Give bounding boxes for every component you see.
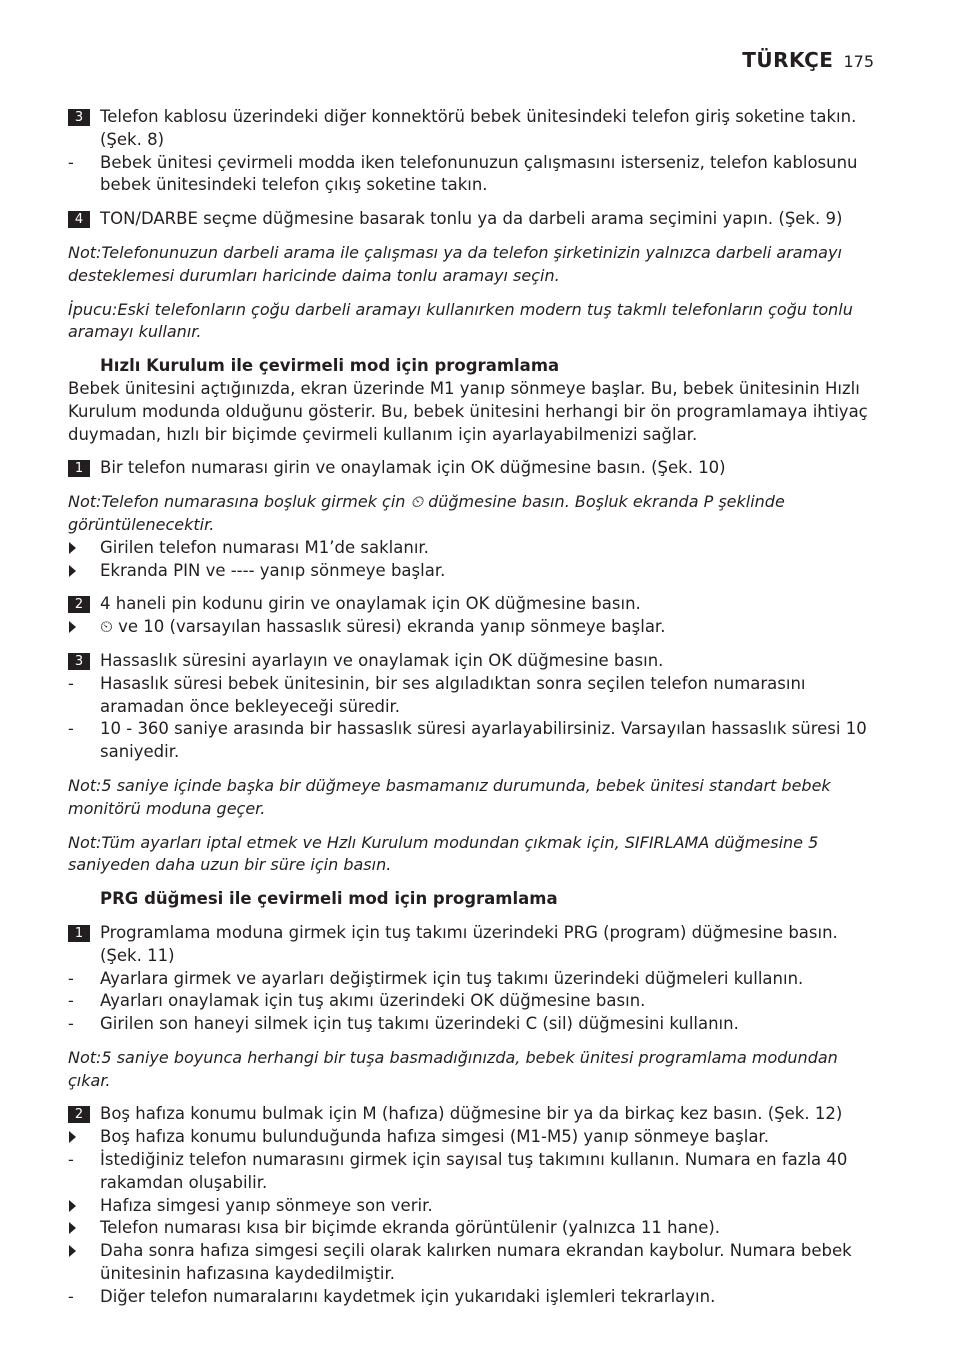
note (68, 832, 880, 878)
page-content (68, 106, 880, 1309)
step-number: 3 (68, 653, 90, 670)
dash-text: İstediğiniz telefon numarasını girmek için sayısal tuş takımını kullanın. Numara en fazla 40 rakamdan oluşabilir. (100, 1150, 848, 1192)
step-text: Boş hafıza konumu bulmak için M (hafıza) düğmesine bir ya da birkaç kez basın. (Şek. 12) (100, 1104, 843, 1124)
paragraph-text: Bebek ünitesini açtığınızda, ekran üzerinde M1 yanıp sönmeye başlar. Bu, bebek ünitesinin Hızlı Kurulum modunda olduğunu gösterir. Bu, bebek ünitesini herhangi bir ön programlamaya ihtiyaç duymadan, hızlı bir biçimde çevirmeli kullanım için ayarlayabilmenizi sağlar. (68, 378, 868, 444)
note-text: Not:5 saniye boyunca herhangi bir tuşa basmadığınızda, bebek ünitesi programlama modundan çıkar. (68, 1047, 838, 1090)
note (68, 491, 880, 537)
dash-marker: - (68, 991, 74, 1011)
note-text: İpucu:Eski telefonların çoğu darbeli aramayı kullanırken modern tuş takmlı telefonların çoğu tonlu aramayı kullanır. (68, 299, 853, 342)
triangle-bullet-icon (69, 542, 76, 554)
result-item (68, 1240, 880, 1286)
dash-marker: - (68, 1014, 74, 1034)
step-text: 4 haneli pin kodunu girin ve onaylamak için OK düğmesine basın. (100, 594, 641, 614)
triangle-bullet-icon (69, 1200, 76, 1212)
result-text: Telefon numarası kısa bir biçimde ekranda görüntülenir (yalnızca 11 hane). (100, 1218, 721, 1238)
dash-item (68, 718, 880, 764)
step-number: 4 (68, 211, 90, 228)
note (68, 775, 880, 821)
language-label: TÜRKÇE (742, 48, 834, 72)
step-number: 2 (68, 596, 90, 613)
note-text: Not:Tüm ayarları iptal etmek ve Hzlı Kurulum modundan çıkmak için, SIFIRLAMA düğmesine 5 saniyeden daha uzun bir süre için basın. (68, 832, 819, 875)
dash-marker: - (68, 968, 74, 988)
note (68, 299, 880, 345)
note-text: Not:Telefonunuzun darbeli arama ile çalışması ya da telefon şirketinizin yalnızca darbeli aramayı desteklemesi durumları haricinde daima tonlu aramayı seçin. (68, 242, 842, 285)
dash-marker: - (68, 1286, 74, 1306)
result-text: Daha sonra hafıza simgesi seçili olarak kalırken numara ekrandan kaybolur. Numara bebek ünitesinin hafızasına kaydedilmiştir. (100, 1241, 852, 1284)
dash-item (68, 1286, 880, 1309)
dash-text: 10 - 360 saniye arasında bir hassaslık süresi ayarlayabilirsiniz. Varsayılan hassaslık süresi 10 saniyedir. (100, 719, 867, 762)
result-item (68, 1217, 880, 1240)
result-item (68, 1126, 880, 1149)
result-item (68, 560, 880, 583)
paragraph (68, 378, 880, 446)
note (68, 1047, 880, 1093)
dash-item (68, 1149, 880, 1195)
result-item (68, 1195, 880, 1218)
step-number: 3 (68, 109, 90, 126)
step-number: 1 (68, 925, 90, 942)
dash-text: Hasaslık süresi bebek ünitesinin, bir ses algıladıktan sonra seçilen telefon numarasını aramadan önce bekleyeceği süredir. (100, 673, 806, 716)
triangle-bullet-icon (69, 1131, 76, 1143)
step-item (68, 208, 880, 231)
dash-marker: - (68, 673, 74, 693)
result-item (68, 537, 880, 560)
result-item (68, 616, 880, 639)
step-text: Hassaslık süresini ayarlayın ve onaylamak için OK düğmesine basın. (100, 650, 664, 670)
dash-marker: - (68, 152, 74, 172)
step-text: TON/DARBE seçme düğmesine basarak tonlu ya da darbeli arama seçimini yapın. (Şek. 9) (100, 209, 843, 229)
dash-text: Girilen son haneyi silmek için tuş takımı üzerindeki C (sil) düğmesini kullanın. (100, 1014, 739, 1034)
section-heading-text: PRG düğmesi ile çevirmeli mod için programlama (100, 889, 558, 909)
result-text: Ekranda PIN ve ---- yanıp sönmeye başlar. (100, 560, 446, 580)
step-text: Telefon kablosu üzerindeki diğer konnektörü bebek ünitesindeki telefon giriş soketine takın. (Şek. 8) (100, 107, 857, 149)
step-number: 2 (68, 1106, 90, 1123)
dash-text: Bebek ünitesi çevirmeli modda iken telefonunuzun çalışmasını isterseniz, telefon kablosunu bebek ünitesindeki telefon çıkış soketine takın. (100, 152, 858, 195)
step-number: 1 (68, 460, 90, 477)
result-text: ⏲ ve 10 (varsayılan hassaslık süresi) ekranda yanıp sönmeye başlar. (100, 617, 666, 637)
step-item (68, 650, 880, 673)
triangle-bullet-icon (69, 1245, 76, 1257)
section-heading-text: Hızlı Kurulum ile çevirmeli mod için programlama (100, 356, 560, 376)
result-text: Boş hafıza konumu bulunduğunda hafıza simgesi (M1-M5) yanıp sönmeye başlar. (100, 1127, 769, 1147)
triangle-bullet-icon (69, 565, 76, 577)
section-heading (68, 355, 880, 378)
triangle-bullet-icon (69, 1222, 76, 1234)
dash-text: Diğer telefon numaralarını kaydetmek için yukarıdaki işlemleri tekrarlayın. (100, 1286, 716, 1306)
section-heading (68, 888, 880, 911)
note-text: Not:Telefon numarasına boşluk girmek çin ⏲ düğmesine basın. Boşluk ekranda P şeklinde görüntülenecektir. (68, 492, 785, 534)
step-item (68, 1103, 880, 1126)
dash-item (68, 152, 880, 198)
page-number: 175 (843, 52, 874, 71)
page-header (742, 48, 874, 72)
step-item (68, 922, 880, 968)
dash-marker: - (68, 1150, 74, 1170)
note (68, 242, 880, 288)
dash-text: Ayarları onaylamak için tuş akımı üzerindeki OK düğmesine basın. (100, 991, 646, 1011)
result-text: Girilen telefon numarası M1’de saklanır. (100, 537, 429, 557)
dash-item (68, 968, 880, 991)
dash-item (68, 990, 880, 1013)
dash-text: Ayarlara girmek ve ayarları değiştirmek için tuş takımı üzerindeki düğmeleri kullanın. (100, 968, 804, 988)
triangle-bullet-icon (69, 621, 76, 633)
dash-marker: - (68, 719, 74, 739)
step-item (68, 106, 880, 152)
step-item (68, 593, 880, 616)
step-text: Programlama moduna girmek için tuş takımı üzerindeki PRG (program) düğmesine basın. (Şek. 11) (100, 922, 838, 965)
step-text: Bir telefon numarası girin ve onaylamak için OK düğmesine basın. (Şek. 10) (100, 458, 726, 478)
dash-item (68, 673, 880, 719)
step-item (68, 457, 880, 480)
note-text: Not:5 saniye içinde başka bir düğmeye basmamanız durumunda, bebek ünitesi standart bebek monitörü moduna geçer. (68, 775, 831, 818)
dash-item (68, 1013, 880, 1036)
result-text: Hafıza simgesi yanıp sönmeye son verir. (100, 1195, 433, 1215)
